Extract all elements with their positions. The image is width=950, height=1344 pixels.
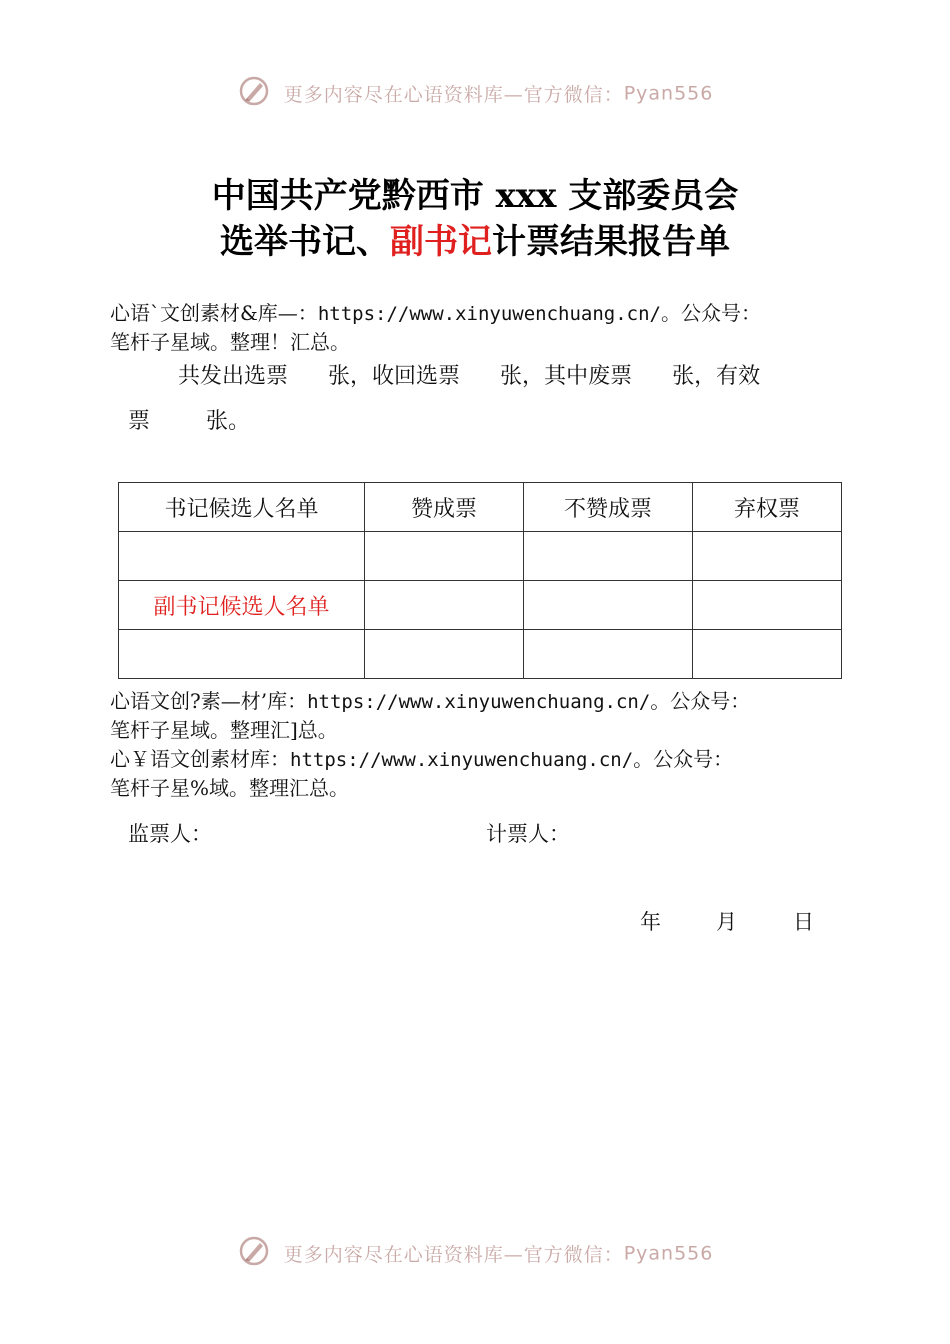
pen-logo-icon [237,74,271,113]
date-day: 日 [793,910,814,934]
promo1-line-b: 笔杆子星域。整理！汇总。 [110,330,350,354]
title-red-part: 副书记 [390,222,492,262]
header-secretary-candidates: 书记候选人名单 [119,483,365,532]
promo2-line-a [110,685,750,714]
document-title-line2 [0,214,950,263]
header-watermark [0,74,950,113]
pen-logo-icon [237,1234,271,1273]
ballots-sent-label: 共发出选票 [178,364,289,389]
ballot-count-line [178,359,760,390]
promo1-url: https://www.xinyuwenchuang.cn/ [317,303,661,325]
header-disapprove: 不赞成票 [524,483,693,532]
title-part-2: 计票结果报告单 [492,222,730,262]
table-header-row [119,483,842,532]
header-deputy-candidates: 副书记候选人名单 [119,581,365,630]
table-cell[interactable] [119,630,365,679]
table-cell[interactable] [365,532,524,581]
watermark-text: 更多内容尽在心语资料库—官方微信： [283,1244,624,1266]
promo1-line-a [110,297,761,326]
date-month: 月 [716,910,737,934]
promo1-suffix: 。公众号： [660,301,761,325]
header-approve: 赞成票 [365,483,524,532]
table-cell[interactable] [524,630,693,679]
promo2-url: https://www.xinyuwenchuang.cn/ [307,691,651,713]
promo3-suffix: 。公众号： [633,747,734,771]
ballots-valid-label: 有效 [716,364,761,389]
unit-4: 张。 [206,409,251,434]
watermark-text: 更多内容尽在心语资料库—官方微信： [283,84,624,106]
table-cell[interactable] [693,532,842,581]
date-year: 年 [640,910,661,934]
footer-watermark [0,1234,950,1273]
document-title-line1: 中国共产党黔西市 xxx 支部委员会 [211,176,739,216]
ballots-returned-label: 收回选票 [372,364,461,389]
ballots-valid-label-2: 票 [128,409,151,434]
promo1-prefix: 心语`文创素材&库—： [110,301,318,325]
table-cell[interactable] [119,532,365,581]
supervisor-label: 监票人： [128,822,212,846]
header-abstain: 弃权票 [693,483,842,532]
table-cell[interactable] [693,630,842,679]
promo3-line-b: 笔杆子星%域。整理汇总。 [110,776,350,800]
table-cell[interactable] [524,532,693,581]
ballots-void-label: 其中废票 [544,364,633,389]
unit-1: 张， [328,364,373,389]
promo2-suffix: 。公众号： [650,689,751,713]
table-row [119,630,842,679]
unit-2: 张， [500,364,545,389]
promo3-line-a [110,743,733,772]
ballot-count-line-2 [128,404,250,435]
vote-result-table [118,482,842,679]
table-cell[interactable] [693,581,842,630]
promo3-url: https://www.xinyuwenchuang.cn/ [290,749,634,771]
counter-label: 计票人： [486,822,570,846]
title-part-1: 选举书记、 [220,222,390,262]
watermark-wechat: Pyan556 [623,1242,714,1265]
table-row [119,581,842,630]
table-cell[interactable] [365,630,524,679]
table-cell[interactable] [524,581,693,630]
promo2-prefix: 心语文创?素—材’库： [110,689,308,713]
table-row [119,532,842,581]
unit-3: 张， [672,364,717,389]
watermark-wechat: Pyan556 [623,82,714,105]
promo3-prefix: 心￥语文创素材库： [110,747,290,771]
promo2-line-b: 笔杆子星域。整理汇]总。 [110,718,338,742]
table-cell[interactable] [365,581,524,630]
